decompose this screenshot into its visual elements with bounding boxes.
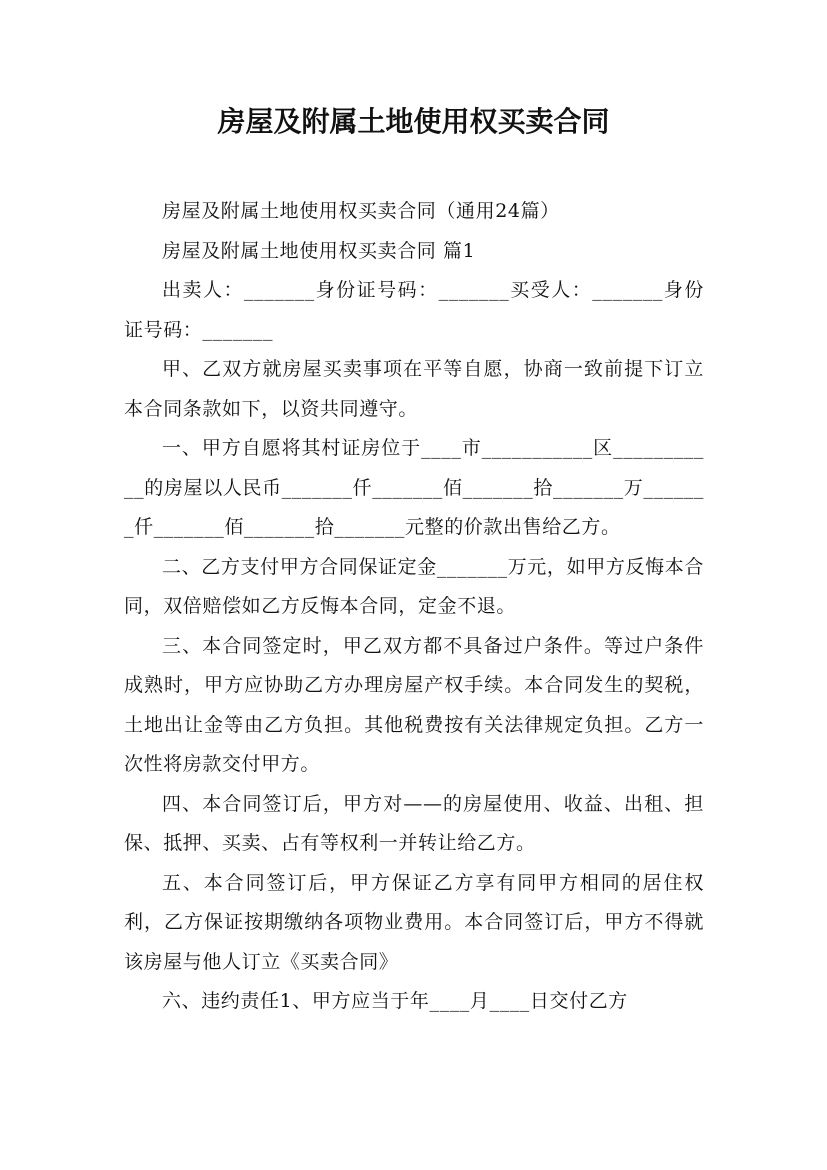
paragraph-clause-2: 二、乙方支付甲方合同保证定金_______万元，如甲方反悔本合同，双倍赔偿如乙方反悔本合同，定金不退。 bbox=[124, 555, 704, 617]
paragraph-clause-4: 四、本合同签订后，甲方对——的房屋使用、收益、出租、担保、抵押、买卖、占有等权利一并转让给乙方。 bbox=[124, 792, 704, 854]
document-body bbox=[124, 192, 704, 1022]
paragraph-clause-5: 五、本合同签订后，甲方保证乙方享有同甲方相同的居住权利，乙方保证按期缴纳各项物业费用。本合同签订后，甲方不得就该房屋与他人订立《买卖合同》 bbox=[124, 871, 704, 973]
paragraph-clause-3: 三、本合同签定时，甲乙双方都不具备过户条件。等过户条件成熟时，甲方应协助乙方办理房屋产权手续。本合同发生的契税，土地出让金等由乙方负担。其他税费按有关法律规定负担。乙方一次性将房款交付甲方。 bbox=[124, 634, 704, 775]
paragraph-clause-1: 一、甲方自愿将其村证房位于____市___________区___________的房屋以人民币_______仟_______佰_______拾_______万_______仟_______佰_______拾_______元整的价款出售给乙方。 bbox=[124, 437, 704, 538]
paragraph-parties: 出卖人：_______身份证号码：_______买受人：_______身份证号码：_______ bbox=[124, 279, 704, 341]
document-title: 房屋及附属土地使用权买卖合同 bbox=[217, 105, 610, 138]
paragraph-chapter-heading: 房屋及附属土地使用权买卖合同 篇1 bbox=[162, 239, 476, 262]
paragraph-preamble: 甲、乙双方就房屋买卖事项在平等自愿，协商一致前提下订立本合同条款如下，以资共同遵守。 bbox=[124, 358, 704, 420]
paragraph-clause-6: 六、违约责任1、甲方应当于年____月____日交付乙方 bbox=[162, 990, 628, 1012]
paragraph-subtitle: 房屋及附属土地使用权买卖合同（通用24篇） bbox=[162, 200, 560, 222]
